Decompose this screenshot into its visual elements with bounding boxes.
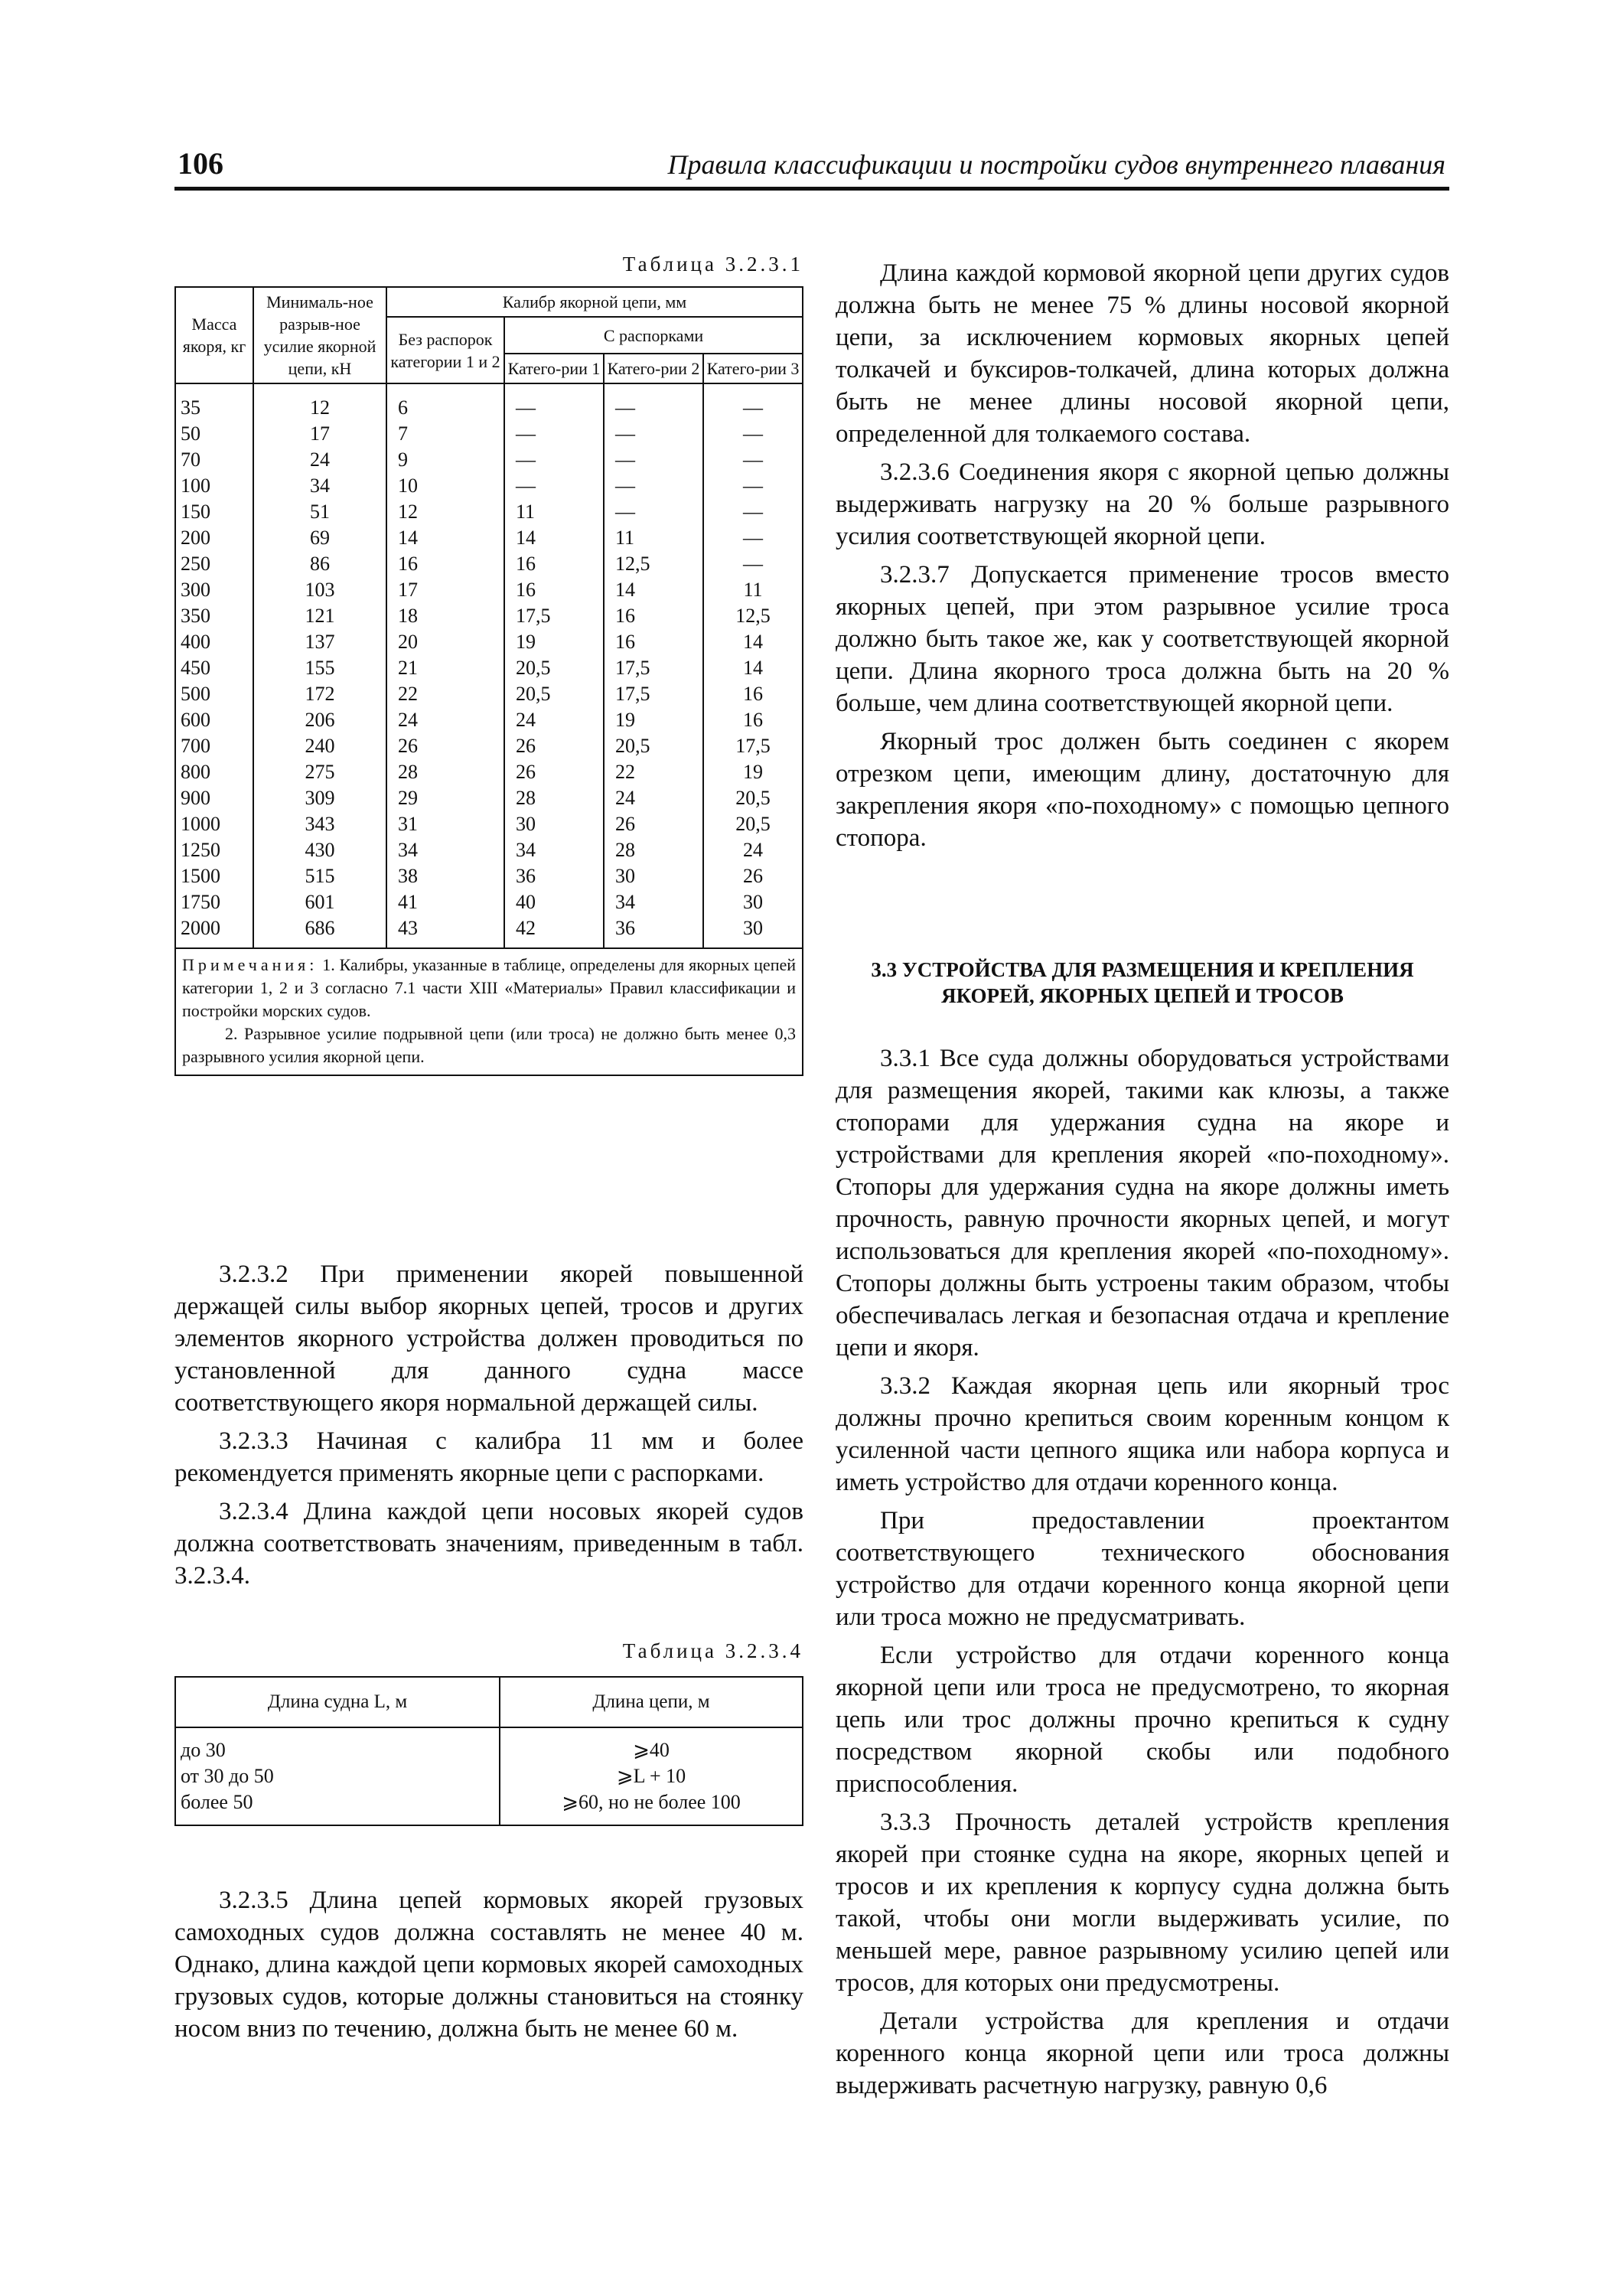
table-row (175, 629, 803, 655)
table-cell: 1000 (175, 811, 253, 837)
table-row (175, 421, 803, 447)
table-cell: 16 (386, 551, 504, 577)
table-cell: 12,5 (604, 551, 703, 577)
table-cell: 28 (504, 785, 604, 811)
section-heading-3-3: 3.3 УСТРОЙСТВА ДЛЯ РАЗМЕЩЕНИЯ И КРЕПЛЕНИЯ ЯКОРЕЙ, ЯКОРНЫХ ЦЕПЕЙ И ТРОСОВ (871, 958, 1414, 1007)
table-cell: 42 (504, 915, 604, 948)
table-cell: ⩾L + 10 (500, 1763, 803, 1789)
header-ship-length: Длина судна L, м (175, 1677, 500, 1727)
table-row (175, 759, 803, 785)
table-cell: 601 (253, 889, 386, 915)
table-row (175, 811, 803, 837)
table-cell: 1250 (175, 837, 253, 863)
table-cell: 29 (386, 785, 504, 811)
table-cell: 155 (253, 655, 386, 681)
table-row (175, 383, 803, 421)
table-cell: 36 (604, 915, 703, 948)
table-cell: 34 (386, 837, 504, 863)
table-cell: 69 (253, 525, 386, 551)
table-row (175, 837, 803, 863)
table-cell: 14 (604, 577, 703, 603)
note-1: 1. Калибры, указанные в таблице, определены для якорных цепей категории 1, 2 и 3 согласно 7.1 части XIII «Материалы» Правил классификации и постройки морских судов. (182, 955, 797, 1020)
table-cell: 86 (253, 551, 386, 577)
paragraph-3-3-3: 3.3.3 Прочность деталей устройств крепления якорей при стоянке судна на якоре, якорных цепей и тросов и их крепления к корпусу судна должна быть такой, чтобы они могли выдерживать усилие, по меньшей мере, равное разрывному усилию цепей или тросов, для которых они предусмотрены. (836, 1808, 1449, 1997)
table-cell: 19 (504, 629, 604, 655)
table1-notes (175, 948, 803, 1075)
table-cell: 19 (703, 759, 803, 785)
table-cell: — (504, 473, 604, 499)
table-cell: 40 (504, 889, 604, 915)
table-cell: 34 (253, 473, 386, 499)
table-cell: 18 (386, 603, 504, 629)
table-cell: 16 (703, 681, 803, 707)
table-cell: 20,5 (604, 733, 703, 759)
table-cell: 2000 (175, 915, 253, 948)
note-label: Примечания: (182, 955, 318, 974)
header-mass: Масса якоря, кг (175, 287, 253, 383)
table-cell: 38 (386, 863, 504, 889)
header-rule (174, 187, 1449, 191)
header-with-studs: С распорками (504, 317, 803, 354)
paragraph-3-3-3-b: Детали устройства для крепления и отдачи коренного конца якорной цепи или троса должны выдерживать расчетную нагрузку, равную 0,6 (836, 2007, 1449, 2099)
table-cell: 121 (253, 603, 386, 629)
table-cell: 17,5 (604, 681, 703, 707)
table-cell: 51 (253, 499, 386, 525)
table-cell: 17 (386, 577, 504, 603)
table-row (175, 1763, 803, 1789)
table-cell: 900 (175, 785, 253, 811)
table-cell: 275 (253, 759, 386, 785)
table-cell: 21 (386, 655, 504, 681)
paragraph-anchor-rope: Якорный трос должен быть соединен с якорем отрезком цепи, имеющим длину, достаточную для закрепления якоря «по-походному» с помощью цепного стопора. (836, 728, 1449, 852)
table-row (175, 499, 803, 525)
header-cat2: Катего-рии 2 (604, 354, 703, 383)
header-cat1: Катего-рии 1 (504, 354, 604, 383)
table1-caption: Таблица 3.2.3.1 (622, 253, 803, 276)
paragraph-stern-chain: Длина каждой кормовой якорной цепи других судов должна быть не менее 75 % длины носовой якорной цепи, за исключением кормовых якорных цепей толкачей и буксиров-толкачей, длина которых должна быть не менее длины носовой якорной цепи, определенной для толкаемого состава. (836, 259, 1449, 448)
table-cell: 12 (386, 499, 504, 525)
table-cell: более 50 (175, 1789, 500, 1825)
table-cell: 515 (253, 863, 386, 889)
table-cell: 400 (175, 629, 253, 655)
table-row (175, 681, 803, 707)
table-cell: — (703, 383, 803, 421)
table-cell: — (504, 383, 604, 421)
table-cell: 24 (253, 447, 386, 473)
paragraph-3-2-3-5: 3.2.3.5 Длина цепей кормовых якорей грузовых самоходных судов должна составлять не менее 40 м. Однако, длина каждой цепи кормовых якорей самоходных грузовых судов, которые должны становиться на стоянку носом вниз по течению, должна быть не менее 60 м. (174, 1887, 803, 2043)
table-cell: 26 (703, 863, 803, 889)
header-min-force: Минималь-ное разрыв-ное усилие якорной цепи, кН (253, 287, 386, 383)
table-cell: 430 (253, 837, 386, 863)
running-title: Правила классификации и постройки судов внутреннего плавания (667, 149, 1445, 180)
paragraph-3-2-3-2: 3.2.3.2 При применении якорей повышенной держащей силы выбор якорных цепей, тросов и других элементов якорного устройства должен проводиться по установленной для данного судна массе соответствующего якоря нормальной держащей силы. (174, 1261, 803, 1417)
table-cell: 309 (253, 785, 386, 811)
table-cell: 7 (386, 421, 504, 447)
table-cell: 17,5 (504, 603, 604, 629)
table-cell: 34 (604, 889, 703, 915)
table-cell: 16 (504, 577, 604, 603)
table-row (175, 889, 803, 915)
table2-caption: Таблица 3.2.3.4 (622, 1639, 803, 1662)
header-chain-length: Длина цепи, м (500, 1677, 803, 1727)
table-row (175, 915, 803, 948)
table-cell: 24 (504, 707, 604, 733)
table-cell: 9 (386, 447, 504, 473)
page-number: 106 (178, 146, 223, 181)
table-row (175, 733, 803, 759)
table-cell: ⩾60, но не более 100 (500, 1789, 803, 1825)
table-cell: — (504, 421, 604, 447)
table-cell: 172 (253, 681, 386, 707)
table-cell: 20,5 (504, 681, 604, 707)
table-cell: 16 (504, 551, 604, 577)
table-cell: — (703, 447, 803, 473)
table-cell: — (703, 421, 803, 447)
table-cell: 31 (386, 811, 504, 837)
table-cell: 600 (175, 707, 253, 733)
table-cell: 16 (604, 629, 703, 655)
table-cell: — (604, 473, 703, 499)
paragraph-3-2-3-7: 3.2.3.7 Допускается применение тросов вместо якорных цепей, при этом разрывное усилие троса должно быть такое же, как у соответствующей якорной цепи. Длина якорного троса должна быть на 20 % больше, чем длина соответствующей якорной цепи. (836, 561, 1450, 717)
table-row (175, 473, 803, 499)
table-cell: 30 (703, 889, 803, 915)
table-cell: — (604, 499, 703, 525)
header-cat3: Катего-рии 3 (703, 354, 803, 383)
table-cell: — (504, 447, 604, 473)
table-cell: ⩾40 (500, 1727, 803, 1763)
table-row (175, 785, 803, 811)
left-text-block-2 (174, 1884, 803, 2051)
table-cell: — (604, 421, 703, 447)
table-cell: 343 (253, 811, 386, 837)
table-cell: 26 (386, 733, 504, 759)
table-cell: 28 (604, 837, 703, 863)
table-row (175, 1727, 803, 1763)
table-cell: 16 (604, 603, 703, 629)
table-row (175, 1789, 803, 1825)
table-cell: 450 (175, 655, 253, 681)
table-cell: 22 (604, 759, 703, 785)
table-cell: 14 (386, 525, 504, 551)
chain-length-table (174, 1676, 803, 1826)
table-cell: 20,5 (703, 811, 803, 837)
table-row (175, 603, 803, 629)
table-cell: — (604, 447, 703, 473)
table-cell: 300 (175, 577, 253, 603)
table-cell: 14 (703, 655, 803, 681)
right-text-block-1 (836, 257, 1449, 860)
table-row (175, 447, 803, 473)
table-cell: 20 (386, 629, 504, 655)
table-cell: — (703, 525, 803, 551)
table-cell: 35 (175, 383, 253, 421)
table-cell: 50 (175, 421, 253, 447)
table-cell: 1500 (175, 863, 253, 889)
table-cell: — (703, 551, 803, 577)
table-cell: 700 (175, 733, 253, 759)
anchor-chain-table (174, 286, 803, 1076)
paragraph-3-3-2: 3.3.2 Каждая якорная цепь или якорный трос должны прочно крепиться своим коренным концом к усиленной части цепного ящика или набора корпуса и иметь устройство для отдачи коренного конца. (836, 1372, 1450, 1496)
paragraph-3-3-2-b: При предоставлении проектантом соответствующего технического обоснования устройство для отдачи коренного конца якорной цепи или троса можно не предусматривать. (836, 1507, 1449, 1631)
table-cell: 41 (386, 889, 504, 915)
table-cell: 14 (504, 525, 604, 551)
table-cell: 11 (604, 525, 703, 551)
table-cell: 800 (175, 759, 253, 785)
table-cell: 17,5 (703, 733, 803, 759)
table-cell: 240 (253, 733, 386, 759)
table-row (175, 525, 803, 551)
table-cell: 20,5 (703, 785, 803, 811)
table-cell: 70 (175, 447, 253, 473)
table-cell: 30 (703, 915, 803, 948)
table-cell: 30 (604, 863, 703, 889)
table-cell: 6 (386, 383, 504, 421)
table-cell: 686 (253, 915, 386, 948)
table-cell: 137 (253, 629, 386, 655)
table-cell: 10 (386, 473, 504, 499)
right-text-block-2 (836, 1042, 1449, 2108)
table-cell: — (604, 383, 703, 421)
table-row (175, 577, 803, 603)
table-cell: 20,5 (504, 655, 604, 681)
table-cell: — (703, 499, 803, 525)
table-cell: 11 (703, 577, 803, 603)
paragraph-3-2-3-3: 3.2.3.3 Начиная с калибра 11 мм и более рекомендуется применять якорные цепи с распорками. (174, 1427, 803, 1487)
table-cell: 16 (703, 707, 803, 733)
table-cell: 24 (604, 785, 703, 811)
table-cell: 100 (175, 473, 253, 499)
table-cell: 26 (504, 759, 604, 785)
paragraph-3-2-3-6: 3.2.3.6 Соединения якоря с якорной цепью должны выдерживать нагрузку на 20 % больше разрывного усилия соответствующей якорной цепи. (836, 458, 1449, 550)
table-cell: 12,5 (703, 603, 803, 629)
table-cell: от 30 до 50 (175, 1763, 500, 1789)
table-cell: 1750 (175, 889, 253, 915)
header-no-studs: Без распорок категории 1 и 2 (386, 317, 504, 383)
table-cell: 14 (703, 629, 803, 655)
table-cell: — (703, 473, 803, 499)
paragraph-3-2-3-4: 3.2.3.4 Длина каждой цепи носовых якорей судов должна соответствовать значениям, приведенным в табл. 3.2.3.4. (174, 1498, 804, 1590)
table-cell: 24 (703, 837, 803, 863)
table-cell: 206 (253, 707, 386, 733)
table-row (175, 551, 803, 577)
table-cell: 28 (386, 759, 504, 785)
table-cell: до 30 (175, 1727, 500, 1763)
header-caliber: Калибр якорной цепи, мм (386, 287, 803, 317)
table-cell: 17,5 (604, 655, 703, 681)
table-cell: 350 (175, 603, 253, 629)
table-cell: 250 (175, 551, 253, 577)
table-cell: 26 (604, 811, 703, 837)
table-row (175, 863, 803, 889)
table-cell: 30 (504, 811, 604, 837)
note-2: 2. Разрывное усилие подрывной цепи (или троса) не должно быть менее 0,3 разрывного усилия якорной цепи. (182, 1024, 796, 1066)
paragraph-3-3-2-c: Если устройство для отдачи коренного конца якорной цепи или троса не предусмотрено, то якорная цепь или трос должны прочно крепиться к судну посредством якорной скобы или подобного приспособления. (836, 1642, 1449, 1798)
left-text-block-1 (174, 1258, 803, 1598)
table-cell: 150 (175, 499, 253, 525)
table-cell: 36 (504, 863, 604, 889)
table-cell: 26 (504, 733, 604, 759)
table-cell: 34 (504, 837, 604, 863)
table-cell: 22 (386, 681, 504, 707)
table-cell: 24 (386, 707, 504, 733)
table-cell: 500 (175, 681, 253, 707)
table-row (175, 707, 803, 733)
table-cell: 19 (604, 707, 703, 733)
table-cell: 12 (253, 383, 386, 421)
table-cell: 200 (175, 525, 253, 551)
paragraph-3-3-1: 3.3.1 Все суда должны оборудоваться устройствами для размещения якорей, такими как клюзы, а также стопорами для удержания судна на якоре и устройствами для крепления якорей «по-походному». Стопоры для удержания судна на якоре должны иметь прочность, равную прочности якорных цепей, и могут использоваться для крепления якорей «по-походному». Стопоры должны быть устроены таким образом, чтобы обеспечивалась легкая и безопасная отдача и крепление цепи и якоря. (836, 1045, 1449, 1362)
table-cell: 103 (253, 577, 386, 603)
table-cell: 43 (386, 915, 504, 948)
table-cell: 17 (253, 421, 386, 447)
table-cell: 11 (504, 499, 604, 525)
table-row (175, 655, 803, 681)
